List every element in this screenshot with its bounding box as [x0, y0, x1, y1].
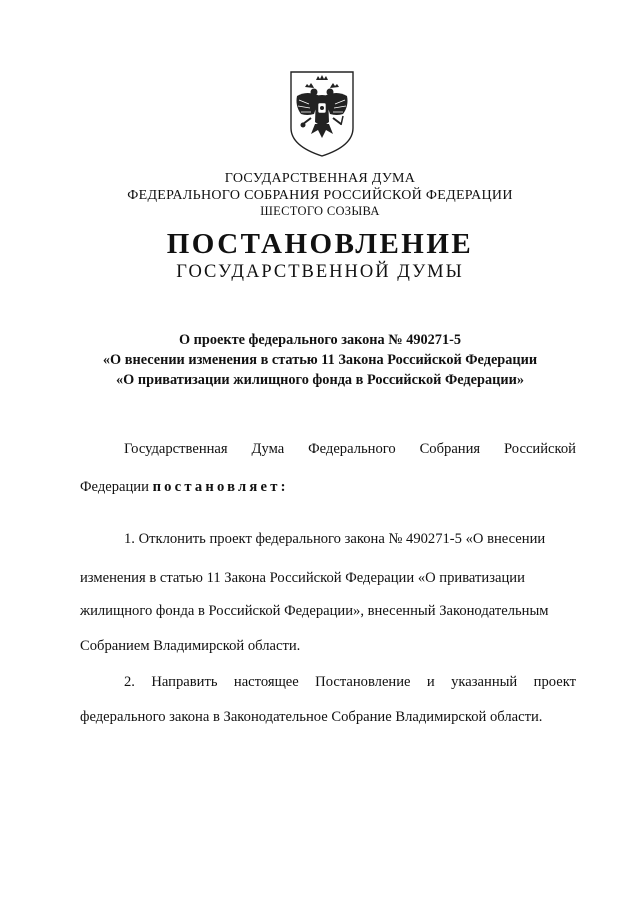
- intro-word: Собрания: [419, 441, 481, 457]
- item2-word: проект: [533, 674, 576, 690]
- org-name-line1: ГОСУДАРСТВЕННАЯ ДУМА: [224, 171, 416, 186]
- document-subtitle: ГОСУДАРСТВЕННОЙ ДУМЫ: [176, 262, 464, 282]
- intro-word: Государственная: [124, 441, 228, 457]
- intro-word: Федерального: [308, 441, 396, 457]
- item2-word: указанный: [451, 674, 518, 690]
- item2-line1: [124, 674, 576, 691]
- item1-line4: Собранием Владимирской области.: [80, 638, 301, 654]
- item2-word: и: [426, 674, 435, 690]
- intro-line2-start: Федерации: [80, 479, 149, 495]
- convocation-line: ШЕСТОГО СОЗЫВА: [260, 204, 380, 218]
- item1-line1: 1. Отклонить проект федерального закона № 490271-5 «О внесении: [124, 531, 546, 547]
- intro-word: Дума: [251, 441, 285, 457]
- item2-word: 2.: [124, 674, 135, 690]
- subject-line1: О проекте федерального закона № 490271-5: [178, 332, 462, 348]
- item1-line2: изменения в статью 11 Закона Российской Федерации «О приватизации: [80, 570, 525, 586]
- item1-line3: жилищного фонда в Российской Федерации», внесенный Законодательным: [80, 603, 549, 619]
- subject-line2: «О внесении изменения в статью 11 Закона Российской Федерации: [102, 352, 538, 368]
- subject-line3: «О приватизации жилищного фонда в Российской Федерации»: [116, 372, 524, 388]
- org-name-line2: ФЕДЕРАЛЬНОГО СОБРАНИЯ РОССИЙСКОЙ ФЕДЕРАЦИИ: [127, 188, 513, 203]
- document-title: ПОСТАНОВЛЕНИЕ: [166, 228, 474, 260]
- item2-line2: федерального закона в Законодательное Собрание Владимирской области.: [80, 709, 543, 725]
- item2-word: настоящее: [233, 674, 299, 690]
- decree-word: постановляет:: [152, 479, 289, 495]
- russian-coat-of-arms-icon: [287, 70, 357, 158]
- item2-word: Постановление: [315, 674, 411, 690]
- item2-word: Направить: [151, 674, 218, 690]
- intro-line2: [80, 479, 289, 496]
- intro-word: Российской: [504, 441, 576, 457]
- intro-line1: [124, 441, 576, 458]
